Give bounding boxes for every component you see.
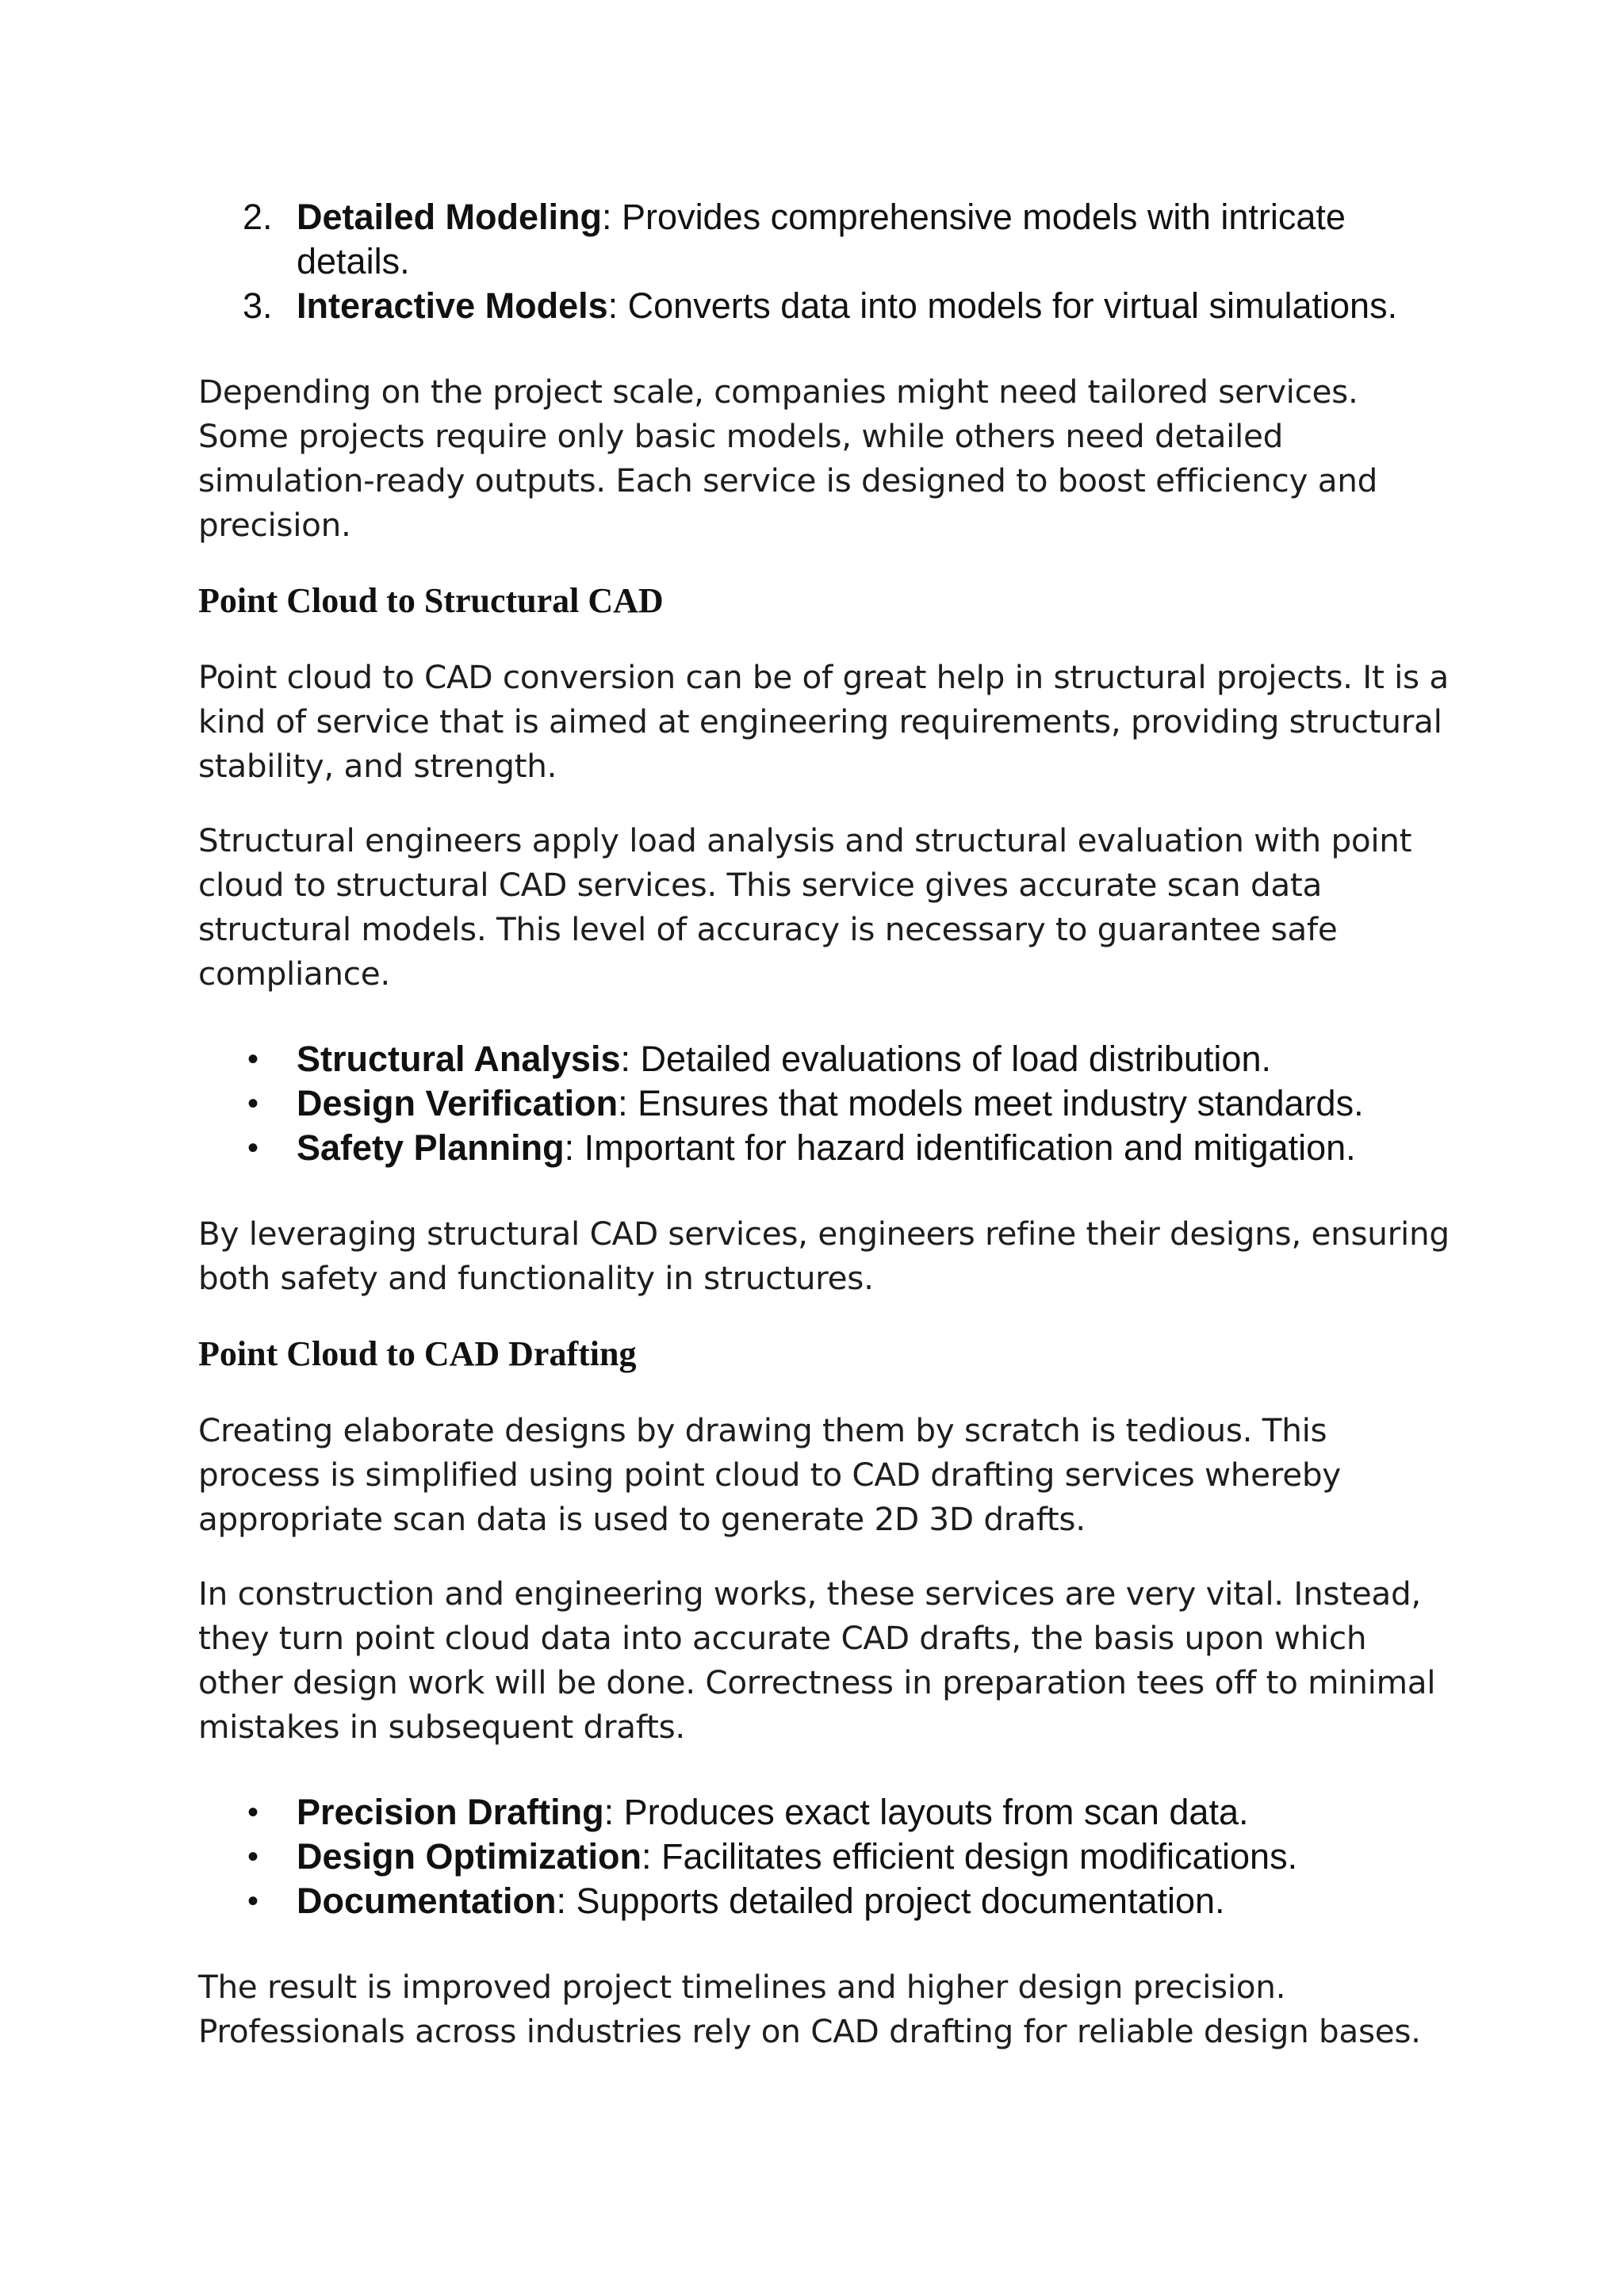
- list-term: Interactive Models: [297, 285, 608, 326]
- bullet-marker: •: [247, 1839, 259, 1874]
- numbered-list-top: [198, 195, 1451, 328]
- structural-closing: By leveraging structural CAD services, engineers refine their designs, ensuring both safety and functionality in structures.: [198, 1215, 1450, 1297]
- document-content: [198, 195, 1451, 2053]
- drafting-paragraph-1: Creating elaborate designs by drawing them by scratch is tedious. This process is simplified using point cloud to CAD drafting services whereby appropriate scan data is used to generate 2D 3D drafts.: [198, 1411, 1341, 1538]
- drafting-paragraph-2: In construction and engineering works, these services are very vital. Instead, they turn point cloud data into accurate CAD drafts, the basis upon which other design work will be done. Correctness in preparation tees off to minimal mistakes in subsequent drafts.: [198, 1575, 1436, 1746]
- list-term: Documentation: [297, 1881, 557, 1921]
- list-item: [198, 1790, 1451, 1835]
- bullet-marker: •: [247, 1131, 259, 1165]
- structural-bullet-list: [198, 1037, 1451, 1170]
- list-text: : Supports detailed project documentation.: [556, 1881, 1225, 1921]
- section-heading-structural: Point Cloud to Structural CAD: [198, 581, 664, 620]
- bullet-marker: •: [247, 1086, 259, 1121]
- list-text: : Produces exact layouts from scan data.: [603, 1792, 1249, 1832]
- list-text: : Detailed evaluations of load distribution.: [620, 1039, 1271, 1079]
- list-number: 3.: [243, 285, 273, 326]
- section-heading-drafting: Point Cloud to CAD Drafting: [198, 1334, 637, 1373]
- list-item: [198, 1835, 1451, 1879]
- list-text: : Facilitates efficient design modifications.: [642, 1836, 1298, 1877]
- drafting-closing: The result is improved project timelines and higher design precision. Professionals across industries rely on CAD drafting for reliable design bases.: [198, 1968, 1421, 2050]
- list-term: Precision Drafting: [297, 1792, 604, 1832]
- drafting-bullet-list: [198, 1790, 1451, 1923]
- list-text: : Ensures that models meet industry standards.: [618, 1083, 1364, 1123]
- list-item: [198, 1081, 1451, 1126]
- list-item: [198, 1879, 1451, 1923]
- bullet-marker: •: [247, 1042, 259, 1077]
- list-item: [198, 195, 1451, 284]
- list-text: : Provides comprehensive models with intricate details.: [297, 197, 1346, 281]
- list-term: Safety Planning: [297, 1127, 565, 1168]
- list-number: 2.: [243, 197, 273, 237]
- list-item: [198, 284, 1451, 328]
- list-term: Detailed Modeling: [297, 197, 603, 237]
- list-term: Design Optimization: [297, 1836, 642, 1877]
- intro-paragraph: Depending on the project scale, companies might need tailored services. Some projects require only basic models, while others need detailed simulation-ready outputs. Each service is designed to boost efficiency and precision.: [198, 373, 1377, 544]
- structural-paragraph-1: Point cloud to CAD conversion can be of great help in structural projects. It is a kind of service that is aimed at engineering requirements, providing structural stability, and strength.: [198, 658, 1449, 785]
- structural-paragraph-2: Structural engineers apply load analysis and structural evaluation with point cloud to structural CAD services. This service gives accurate scan data structural models. This level of accuracy is necessary to guarantee safe compliance.: [198, 821, 1412, 993]
- list-term: Design Verification: [297, 1083, 619, 1123]
- list-item: [198, 1126, 1451, 1170]
- list-term: Structural Analysis: [297, 1039, 621, 1079]
- list-text: : Converts data into models for virtual simulations.: [607, 285, 1398, 326]
- bullet-marker: •: [247, 1795, 259, 1830]
- list-item: [198, 1037, 1451, 1081]
- list-text: : Important for hazard identification and mitigation.: [564, 1127, 1356, 1168]
- bullet-marker: •: [247, 1884, 259, 1919]
